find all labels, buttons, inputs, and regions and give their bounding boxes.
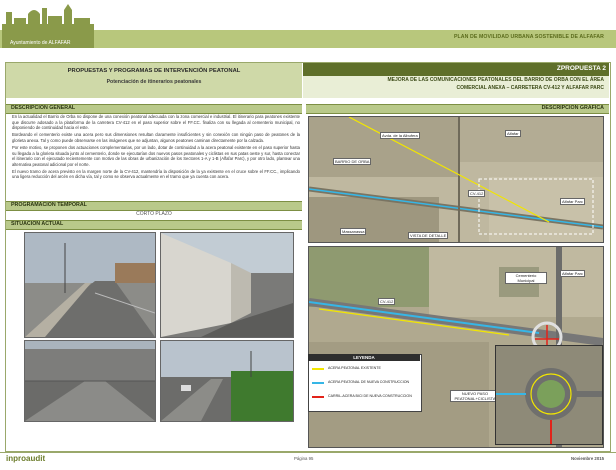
inset-detail [495,345,603,445]
map-label-nuevo-paso: NUEVO PASO PEATONAL+CICLISTA [450,390,500,402]
description-paragraph: Por este motivo, se proponen dos actuaciones complementarias, por un lado, dotar de continuidad a la acera peatonal existente en el paso superior hasta su llegada a la glorieta situada junto al cementerio, donde se ejecutarían dos nuevos pasos peatonales y ciclistas en sus patas oeste y sur, hasta conectar el itinerario con el ejecutado recientemente con motivo de las obras de urbanización de los Sectores 1-A y 1-B (Alfafar Parc), y por otro lado, plantear una alternativa peatonal adicional por el norte. [12,144,300,167]
legend-swatch-yellow [312,368,324,370]
document-date: Noviembre 2015 [571,456,604,461]
proposal-description-line1: MEJORA DE LAS COMUNICACIONES PEATONALES DEL BARRIO DE ORBA CON EL ÁREA [387,77,604,83]
description-heading: DESCRIPCION GENERAL [11,105,76,111]
schedule-value: CORTO PLAZO [136,211,172,217]
photo-underpass [24,340,156,422]
footer-rule [0,452,616,453]
legend-label: ACERA PEATONAL DE NUEVA CONSTRUCCION [328,380,410,384]
proposal-label: ZPROPUESTA 2 [556,65,606,72]
legend-label: ACERA PEATONAL EXISTENTE [328,366,381,370]
plan-title: PLAN DE MOVILIDAD URBANA SOSTENIBLE DE ALFAFAR [453,34,604,40]
section-subtitle: Potenciación de itinerarios peatonales [106,79,202,85]
map-label-alfafar-parc-detail: Alfafar Parc [562,271,583,276]
map-label-barrio: BARRIO DE ORBA [335,159,370,164]
map-label-cv412-detail: CV-412 [380,299,394,304]
photo-cemetery-wall [160,232,294,338]
legend-label: CARRIL-ACERA BICI DE NUEVA CONSTRUCCION [328,394,412,398]
map-label-alfafar: Alfafar [507,131,519,136]
map-label-vista: VISTA DE DETALLE [410,233,447,238]
legend-swatch-red [312,396,324,398]
photo-road-sidewalk [24,232,156,338]
description-paragraph: En la actualidad el Barrio de Orba no dispone de una conexión peatonal adecuada con la zona comercial e industrial. El itinerario para peatones existente que discurre adosado a la plataforma de la carretera CV-412 en el paso superior sobre el FF.CC. finaliza con su llegada al cementerio municipal, no disponiendo de continuidad hacia el este. [12,114,300,131]
description-paragraph: Bordeando el cementerio existe una acera pero sus dimensiones resultan claramente insuficientes y sin conexión con ningún paso de peatones de la glorieta anexa. Tal y como puede observarse en las imágenes que se adjuntan, algunos peatones caminan directamente por la calzada. [12,132,300,143]
page-number: Página 95 [294,456,314,461]
map-label-avda: Avda. de la Albufera [382,133,418,138]
town-logo-label: Ayuntamiento de ALFAFAR [10,40,71,46]
proposal-description [320,77,604,92]
map-label-alfafar-parc: Alfafar Parc [562,199,583,204]
legend-swatch-blue [312,382,324,384]
legend-title: LEYENDA [308,354,420,361]
proposal-description-line2: COMERCIAL ANEXA – CARRETERA CV-412 Y ALFAFAR PARC [456,84,604,91]
map-overview [308,116,604,243]
description-body [12,114,300,182]
section-title: PROPUESTAS Y PROGRAMAS DE INTERVENCIÓN PEATONAL [67,68,241,74]
graphic-heading: DESCRIPCION GRAFICA [541,105,604,111]
company-logo: inproaudit [6,454,46,463]
schedule-heading: PROGRAMACION TEMPORAL [11,202,87,208]
map-label-cv412: CV-412 [470,191,484,196]
description-paragraph: El nuevo tramo de acera previsto en la margen norte de la CV-412, mantendría la disposición de la ya existente en el cruce sobre el FF.CC., implicando una ligera reducción del arcén en dicha vía, tal y como se observa actualmente en el tramo que ya cuenta con acera. [12,168,300,180]
photo-roundabout-road [160,340,294,422]
map-label-cementerio: Cementerio Municipal [505,272,547,284]
current-heading: SITUACION ACTUAL [11,221,64,227]
map-label-massanassa: Massanassa [342,229,365,234]
